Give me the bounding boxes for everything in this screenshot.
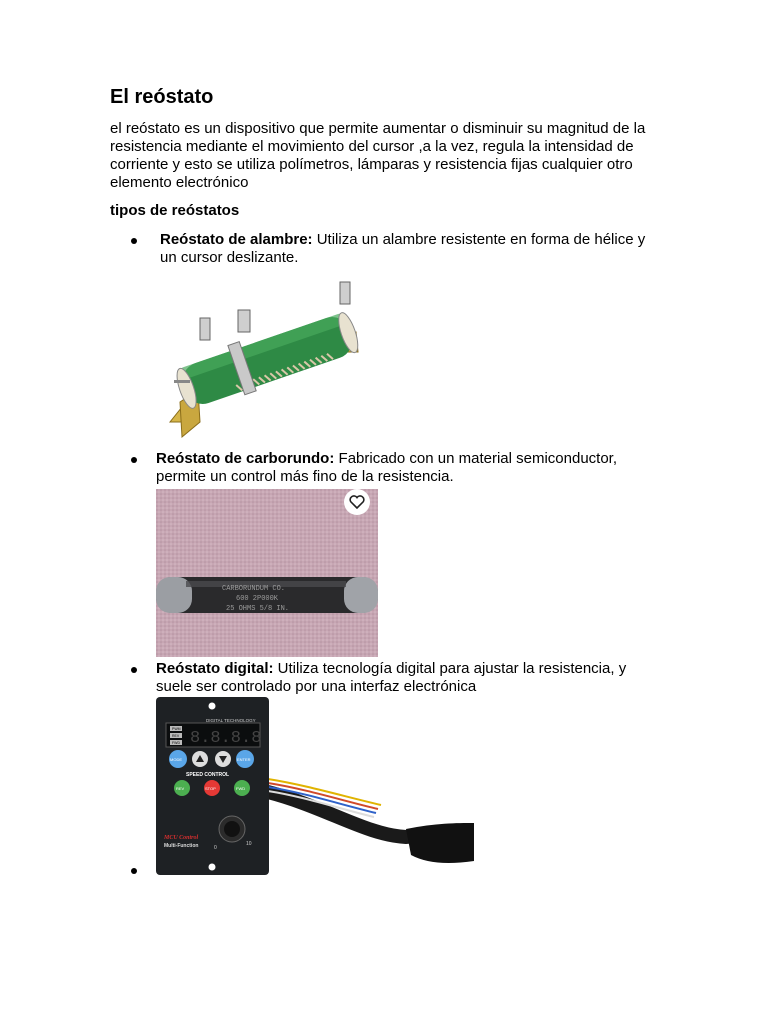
wire-rheostat-image bbox=[160, 272, 368, 444]
rod-label-line3: 25 OHMS 5/8 IN. bbox=[226, 605, 290, 613]
digital-rheostat-image bbox=[156, 697, 474, 875]
brand-label: MCU Control bbox=[164, 835, 199, 841]
rod-label-line1: CARBORUNDUM CO. bbox=[222, 585, 286, 593]
dial-max: 10 bbox=[246, 841, 252, 847]
types-heading: tipos de reóstatos bbox=[110, 202, 240, 219]
tag-fwd: FWD bbox=[172, 741, 180, 745]
page-title: El reóstato bbox=[110, 86, 214, 108]
bullet-1 bbox=[131, 238, 137, 244]
panel-header: DIGITAL TECHNOLOGY bbox=[206, 718, 256, 723]
type-name: Reóstato de carborundo: bbox=[156, 450, 335, 467]
stop-button-label: STOP bbox=[205, 786, 216, 791]
mode-button-label: MODE bbox=[170, 757, 182, 762]
speed-control-label: SPEED CONTROL bbox=[186, 772, 230, 778]
tag-pwm: PWM bbox=[172, 727, 181, 731]
intro-paragraph: el reóstato es un dispositivo que permite aumentar o disminuir su magnitud de la resistencia mediante el movimiento del cursor ,a la vez, regula la intensidad de corriente y esto se utiliza polímetros, lámparas y resistencia fijas cualquier otro elemento electrónico bbox=[110, 120, 646, 191]
type-desc: Utiliza tecnología digital para ajustar la resistencia, y suele ser controlado por una interfaz electrónica bbox=[156, 660, 627, 695]
led-display: 8.8.8.8 bbox=[190, 729, 262, 748]
rev-button-label: REV bbox=[176, 786, 185, 791]
enter-button-label: ENTER bbox=[237, 757, 251, 762]
rod-label-line2: 600 2P000K bbox=[236, 595, 279, 603]
carborundo-rheostat-image bbox=[156, 489, 378, 657]
type-name: Reóstato digital: bbox=[156, 660, 274, 677]
type-name: Reóstato de alambre: bbox=[160, 231, 313, 248]
type-desc: Utiliza un alambre resistente en forma de hélice y un cursor deslizante. bbox=[160, 231, 646, 266]
fwd-button-label: FWD bbox=[236, 786, 246, 791]
bullet-empty bbox=[131, 868, 137, 874]
type-item-carborundo bbox=[156, 450, 656, 486]
dial-min: 0 bbox=[214, 845, 217, 851]
type-desc: Fabricado con un material semiconductor, permite un control más fino de la resistencia. bbox=[156, 450, 618, 485]
bullet-3 bbox=[131, 667, 137, 673]
type-item-digital bbox=[156, 660, 656, 696]
tag-rev: REV bbox=[172, 734, 180, 738]
type-item-alambre bbox=[160, 231, 660, 267]
bullet-2 bbox=[131, 457, 137, 463]
brand-sub-label: Multi-Function bbox=[164, 843, 199, 849]
favorite-heart-icon[interactable] bbox=[344, 489, 370, 515]
